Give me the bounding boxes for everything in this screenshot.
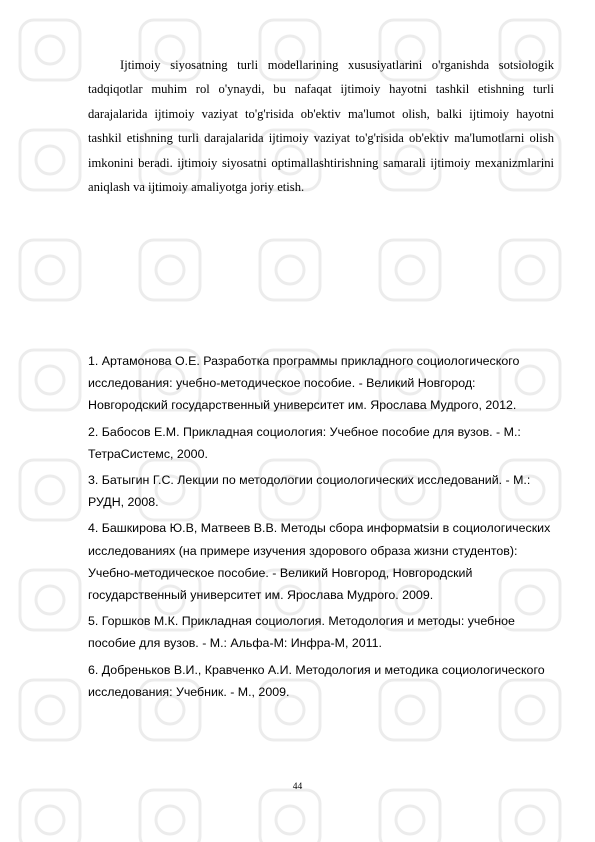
reference-list [88,350,556,707]
reference-item: 6. Добреньков В.И., Кравченко А.И. Методология и методика социологического исследования: Учебник. - М., 2009. [88,662,545,699]
reference-item: 3. Батыгин Г.С. Лекции по методологии социологических исследований. - М.: РУДН, 2008. [88,473,531,510]
reference-item: 1. Артамонова О.Е. Разработка программы прикладного социологического исследования: учебно-методическое пособие. - Великий Новгород: Новгородский государственный университет им. Ярослава Мудрого, 2012. [88,354,520,413]
reference-item: 5. Горшков М.К. Прикладная социология. Методология и методы: учебное пособие для вузов. - М.: Альфа-М: Инфра-М, 2011. [88,614,515,651]
reference-item: 2. Бабосов Е.М. Прикладная социология: Учебное пособие для вузов. - М.: ТетраСистемс, 2000. [88,424,521,461]
body-paragraph: Ijtimoiy siyosatning turli modellarining xususiyatlarini o'rganishda sotsiologik tadqiqotlar muhim rol o'ynaydi, bu nafaqat ijtimoiy hayotni tashkil etishning turli darajalarida ijtimoiy vaziyat to'g'risida ob'ektiv ma'lumot olish, balki ijtimoiy hayotni tashkil etishning turli darajalarida ijtimoiy vaziyat to'g'risida ob'ektiv ma'lumotlarni olish imkonini beradi. ijtimoiy siyosatni optimallashtirishning samarali ijtimoiy mexanizmlarini aniqlash va ijtimoiy amaliyotga joriy etish. [88,58,554,195]
reference-item: 4. Башкирова Ю.В, Матвеев В.В. Методы сбора информatsiи в социологических исследованиях (на примере изучения здорового образа жизни студентов): Учебно-методическое пособие. - Великий Новгород, Новгородский государственный университет им. Ярослава Мудрого. 2009. [88,521,551,603]
page-number: 44 [292,782,303,792]
